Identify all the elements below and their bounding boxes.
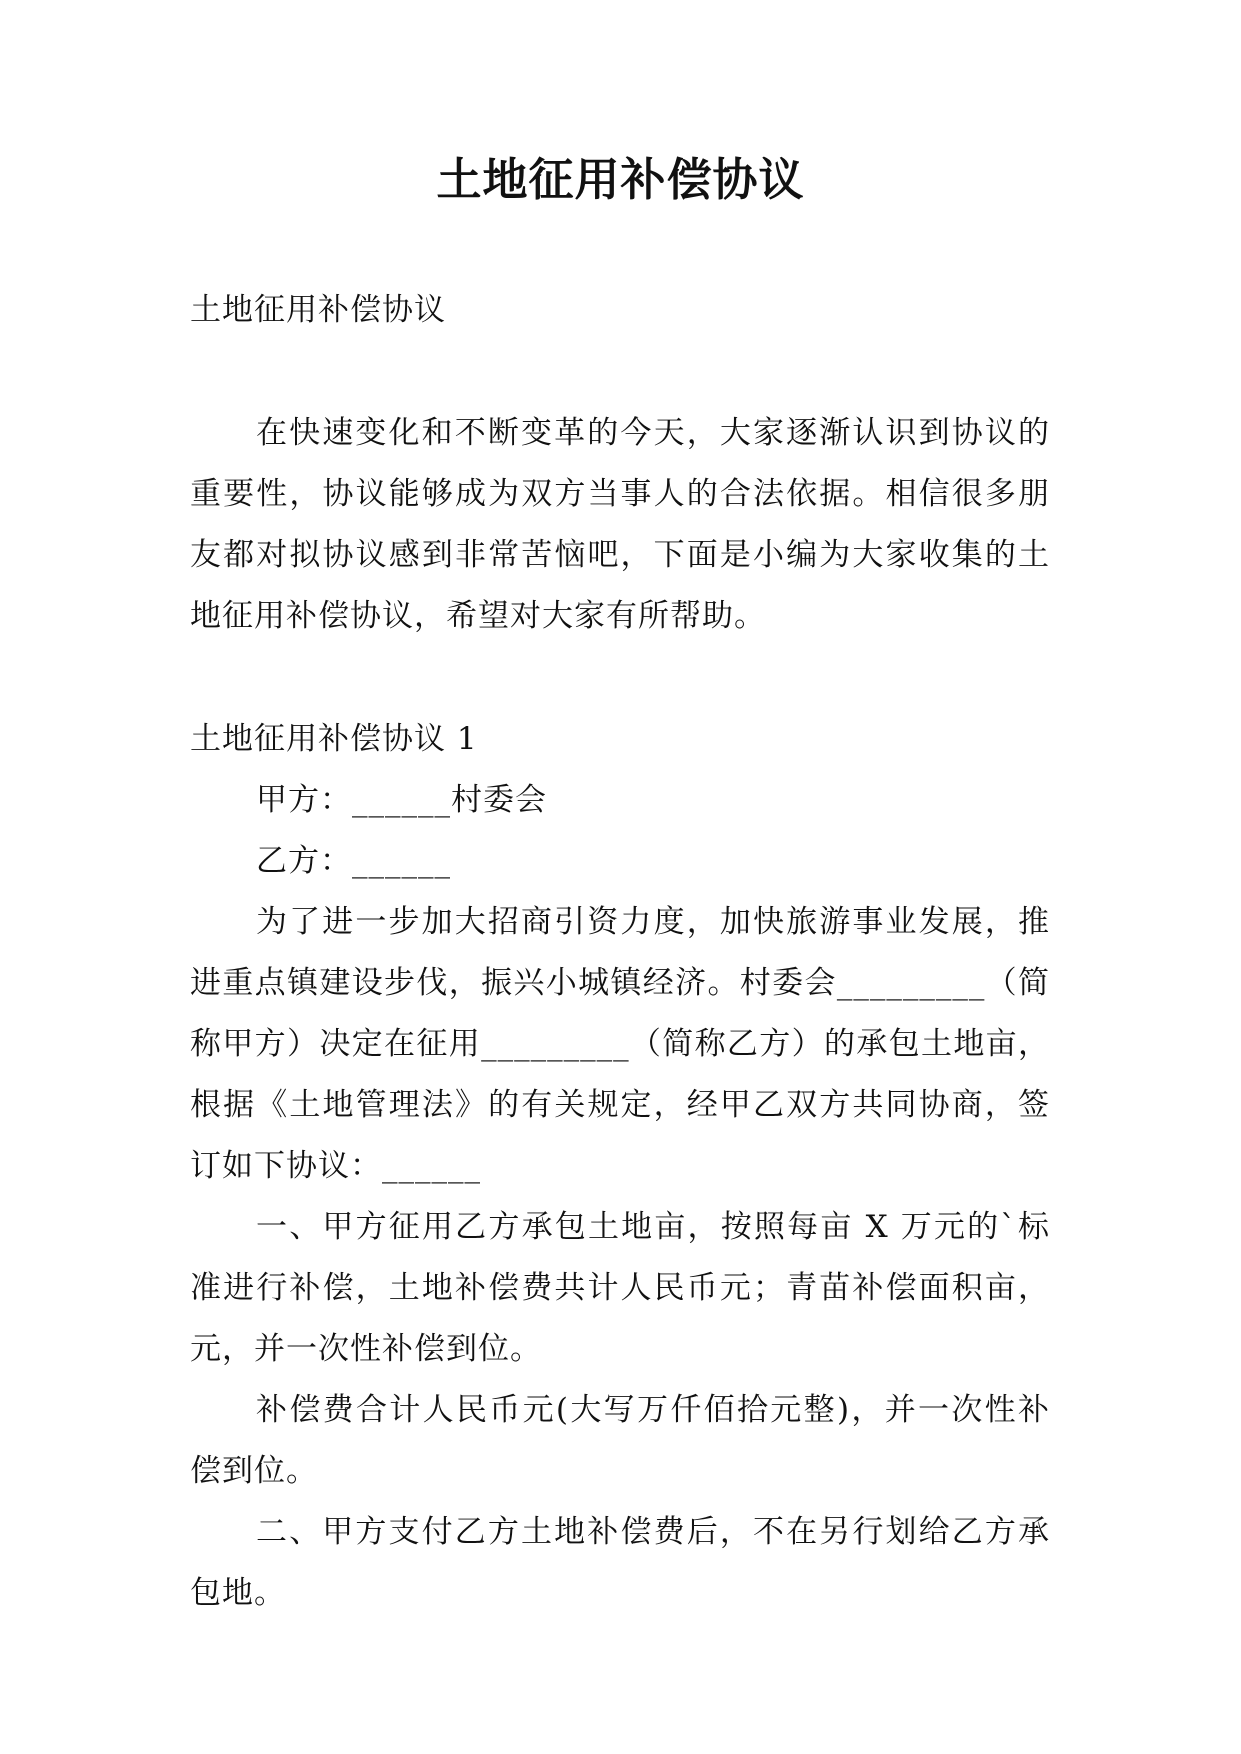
document-body <box>190 280 1050 1624</box>
intro-paragraph: 在快速变化和不断变革的今天，大家逐渐认识到协议的重要性，协议能够成为双方当事人的合法依据。相信很多朋友都对拟协议感到非常苦恼吧，下面是小编为大家收集的土地征用补偿协议，希望对大家有所帮助。 <box>190 415 1050 634</box>
clause-1-total-paragraph: 补偿费合计人民币元(大写万仟佰拾元整)，并一次性补偿到位。 <box>190 1392 1050 1489</box>
spacer <box>190 647 1050 709</box>
document-title: 土地征用补偿协议 <box>436 153 805 206</box>
preamble-paragraph: 为了进一步加大招商引资力度，加快旅游事业发展，推进重点镇建设步伐，振兴小城镇经济。村委会_________（简称甲方）决定在征用_________（简称乙方）的承包土地亩，根据《土地管理法》的有关规定，经甲乙双方共同协商，签订如下协议：______ <box>190 904 1050 1184</box>
clause-1-paragraph: 一、甲方征用乙方承包土地亩，按照每亩 X 万元的`标准进行补偿，土地补偿费共计人民币元；青苗补偿面积亩，元，并一次性补偿到位。 <box>190 1209 1050 1367</box>
section-heading: 土地征用补偿协议 1 <box>190 721 478 757</box>
party-b-line: 乙方：______ <box>256 843 451 879</box>
party-a-line: 甲方：______村委会 <box>256 782 547 818</box>
document-subtitle: 土地征用补偿协议 <box>190 292 446 328</box>
clause-2-paragraph: 二、甲方支付乙方土地补偿费后，不在另行划给乙方承包地。 <box>190 1514 1050 1611</box>
spacer <box>190 341 1050 403</box>
